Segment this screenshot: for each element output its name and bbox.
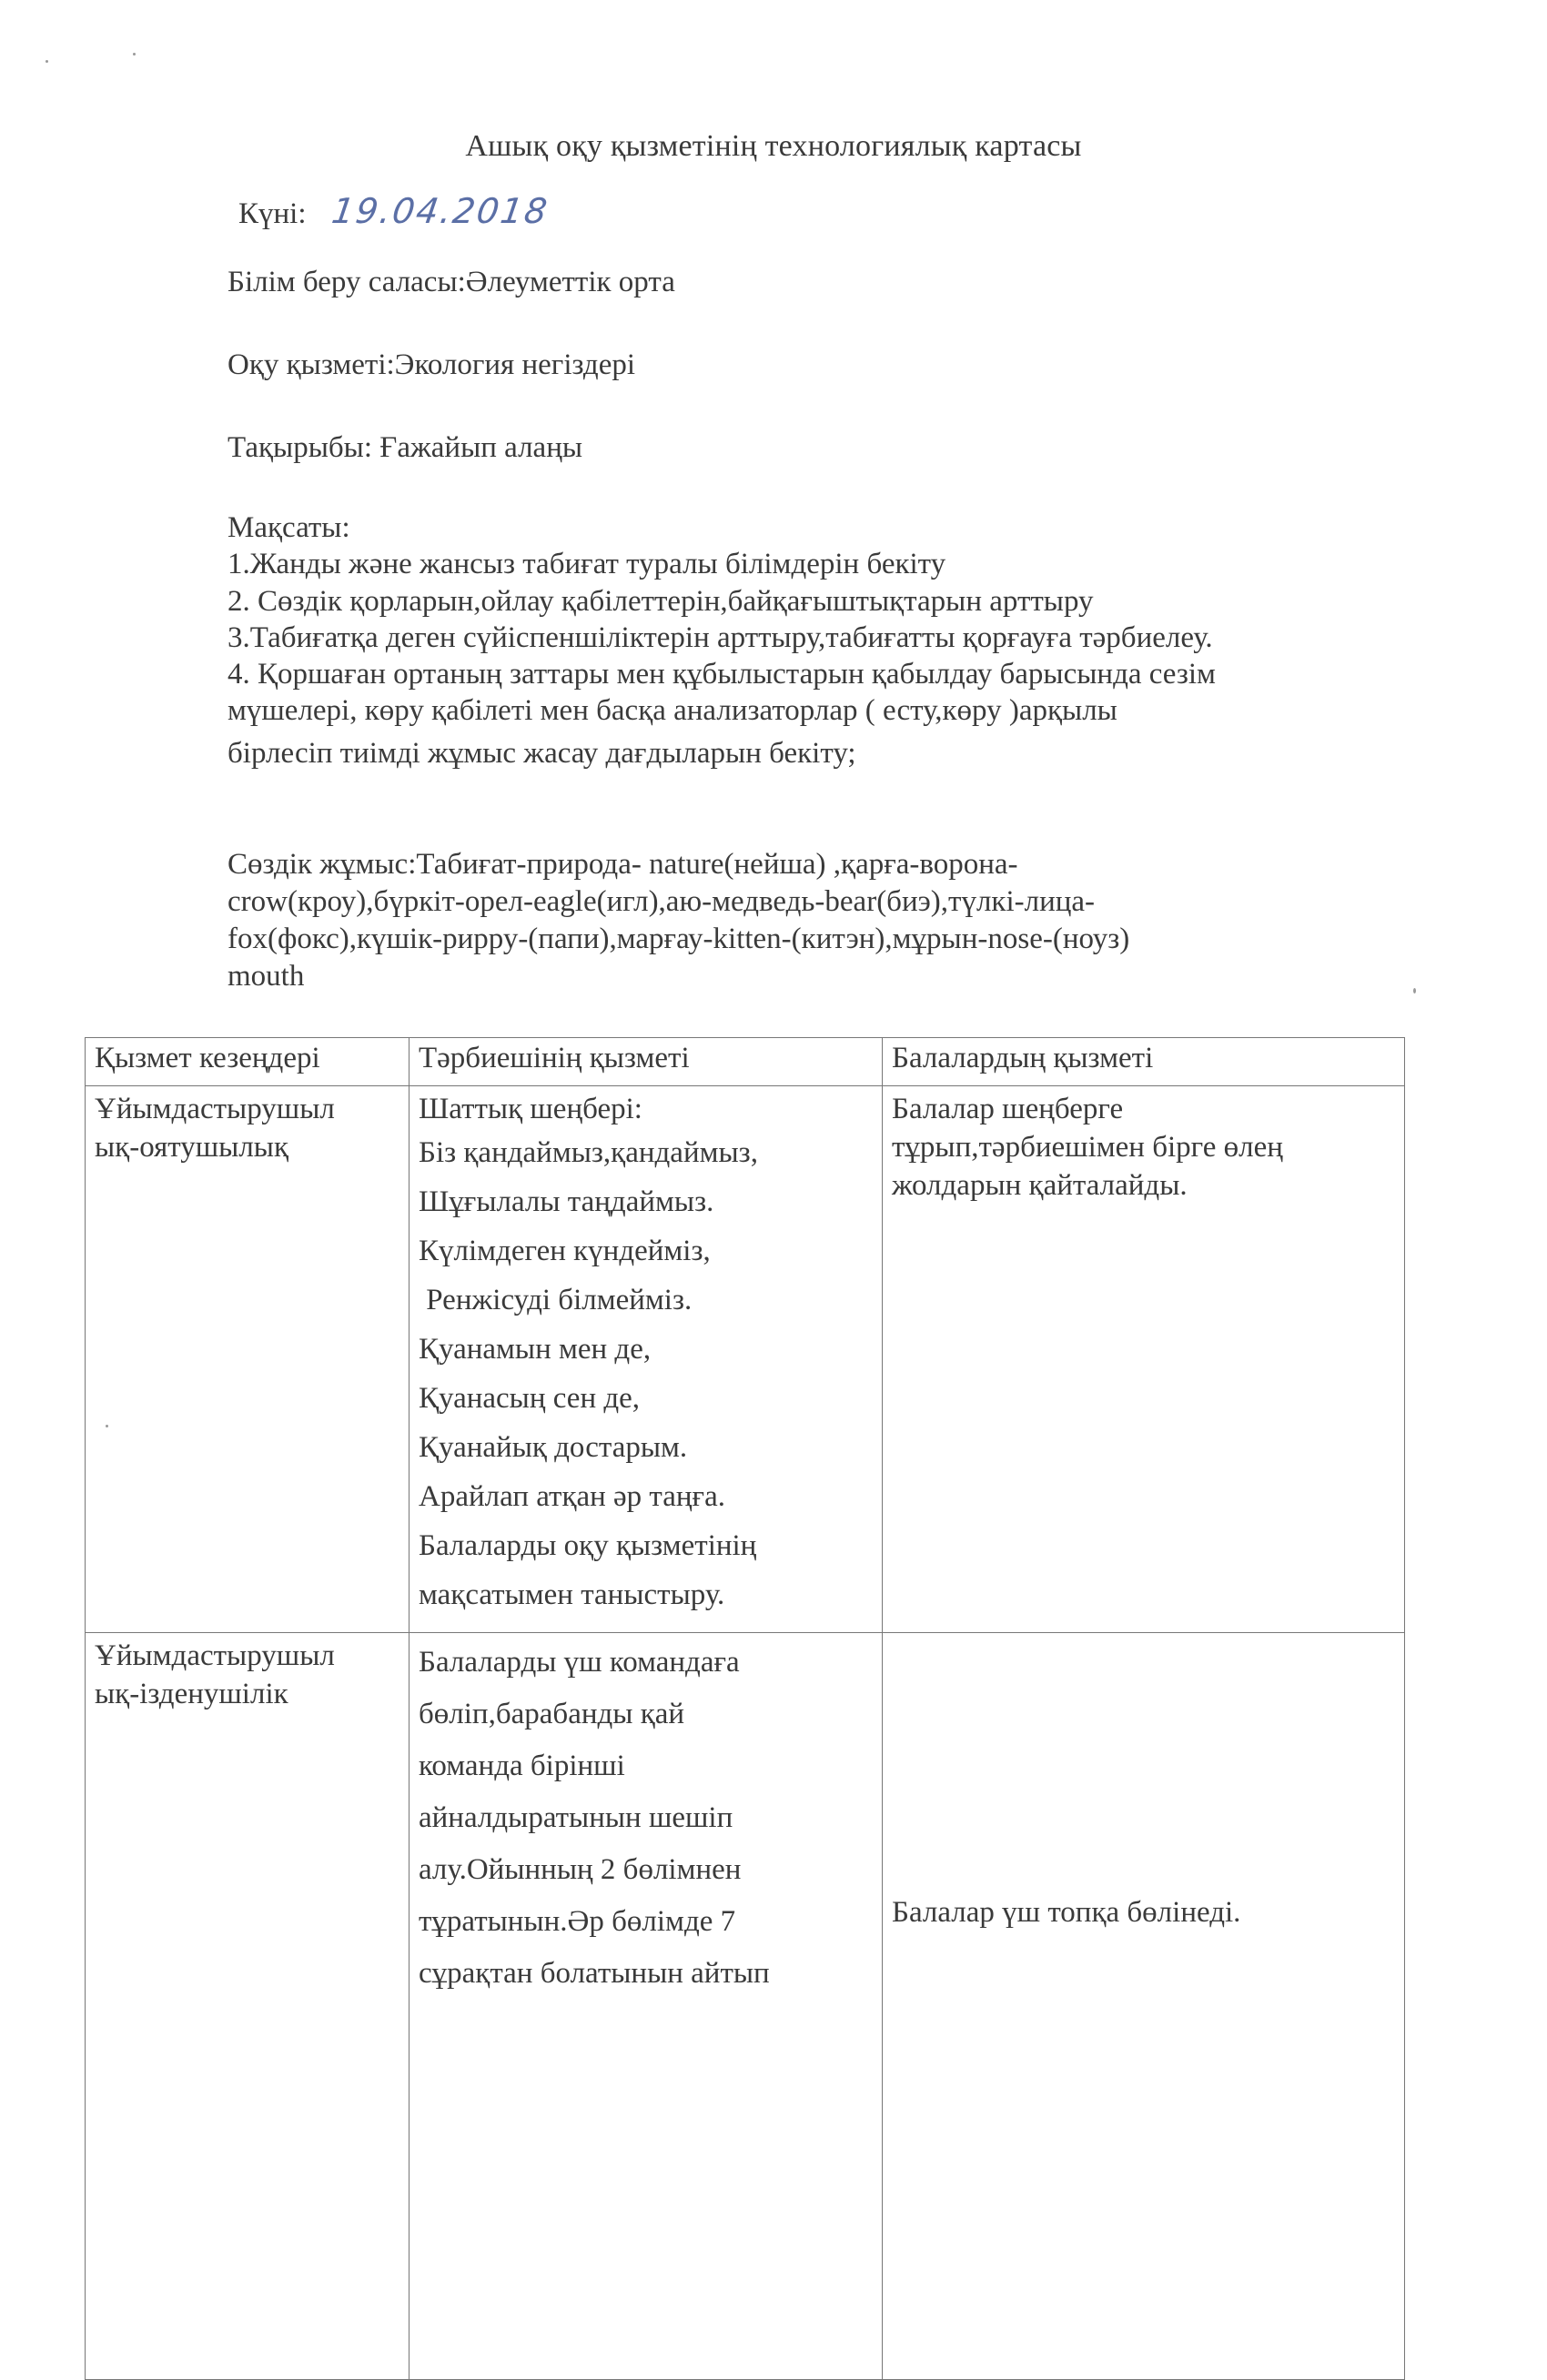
vocabulary-line: Сөздік жұмыс:Табиғат-природа- nature(нейша) ,қарға-ворона-: [228, 848, 1018, 881]
children-line: Балалар үш топқа бөлінеді.: [892, 1896, 1241, 1929]
goal-item-continued: бірлесіп тиімді жұмыс жасау дағдыларын бекіту;: [228, 737, 856, 771]
teacher-line: мақсатымен таныстыру.: [419, 1578, 725, 1611]
teacher-line: алу.Ойынның 2 бөлімнен: [419, 1853, 742, 1886]
stage-line: Ұйымдастырушыл: [95, 1639, 335, 1672]
stage-line: Ұйымдастырушыл: [95, 1093, 335, 1125]
teacher-line: Ренжісуді білмейміз.: [419, 1284, 693, 1316]
goals-label: Мақсаты:: [228, 511, 350, 544]
vocabulary-line: mouth: [228, 959, 305, 993]
scan-speck: [106, 1425, 108, 1427]
teacher-line: Біз қандаймыз,қандаймыз,: [419, 1136, 758, 1169]
children-activity-cell: [883, 1086, 1405, 1633]
stage-cell: [86, 1633, 410, 2380]
teacher-line: Балаларды оқу қызметінің: [419, 1529, 757, 1562]
document-title: Ашық оқу қызметінің технологиялық картасы: [465, 129, 1082, 163]
teacher-line: команда бірінші: [419, 1750, 625, 1782]
table-header-row: [86, 1038, 1405, 1086]
stage-cell: [86, 1086, 410, 1633]
children-line: тұрып,тәрбиешімен бірге өлең: [892, 1131, 1283, 1164]
teacher-line: Қуанасың сен де,: [419, 1382, 641, 1415]
date-label: Күні:: [238, 197, 307, 230]
stage-line: ық-оятушылық: [95, 1131, 288, 1164]
teacher-line: сұрақтан болатынын айтып: [419, 1957, 770, 1990]
goal-item: 4. Қоршаған ортаның заттары мен құбылыстарын қабылдау барысында сезім: [228, 658, 1216, 691]
goal-item: 2. Сөздік қорларын,ойлау қабілеттерін,байқағыштықтарын арттыру: [228, 584, 1094, 618]
table-row: [86, 1633, 1405, 2380]
teacher-line: Күлімдеген күндейміз,: [419, 1235, 711, 1267]
teacher-line: Қуанамын мен де,: [419, 1333, 652, 1366]
teacher-line: Шаттық шеңбері:: [419, 1093, 642, 1125]
children-line: Балалар шеңберге: [892, 1093, 1124, 1125]
teacher-line: Шұғылалы таңдаймыз.: [419, 1185, 714, 1218]
children-line: жолдарын қайталайды.: [892, 1169, 1188, 1202]
stage-line: ық-ізденушілік: [95, 1678, 288, 1710]
teacher-line: бөліп,барабанды қай: [419, 1698, 685, 1730]
teacher-line: тұратынын.Әр бөлімде 7: [419, 1905, 736, 1938]
scan-speck: [46, 60, 48, 63]
lesson-plan-table: [85, 1037, 1405, 2380]
education-area-field: Білім беру саласы:Әлеуметтік орта: [228, 266, 675, 298]
teacher-activity-cell: [410, 1633, 883, 2380]
goals-section: [228, 509, 1216, 778]
vocabulary-section: [228, 846, 1365, 995]
vocabulary-line: crow(кроу),бүркіт-орел-eagle(игл),аю-медведь-bear(биэ),түлкі-лица-: [228, 884, 1096, 918]
teacher-activity-cell: [410, 1086, 883, 1633]
header-children-activity: Балалардың қызметі: [883, 1038, 1405, 1086]
scan-speck: [133, 53, 136, 55]
goal-item: 1.Жанды және жансыз табиғат туралы білімдерін бекіту: [228, 548, 946, 581]
goal-item: 3.Табиғатқа деген сүйіспеншіліктерін арттыру,табиғатты қорғауға тәрбиелеу.: [228, 620, 1213, 654]
teacher-line: Балаларды үш командаға: [419, 1646, 740, 1679]
topic-field: Тақырыбы: Ғажайып алаңы: [228, 431, 583, 464]
children-activity-cell: [883, 1633, 1405, 2380]
teacher-line: Арайлап атқан әр таңға.: [419, 1480, 725, 1513]
handwritten-date: 19.04.2018: [329, 191, 551, 231]
header-teacher-activity: Тәрбиешінің қызметі: [410, 1038, 883, 1086]
date-row: [238, 191, 551, 231]
scan-speck: [1413, 988, 1416, 993]
goal-item-continued: мүшелері, көру қабілеті мен басқа анализаторлар ( есту,көру )арқылы: [228, 694, 1117, 728]
teacher-line: айналдыратынын шешіп: [419, 1801, 733, 1834]
header-stages: Қызмет кезеңдері: [86, 1038, 410, 1086]
table-row: [86, 1086, 1405, 1633]
teacher-line: Қуанайық достарым.: [419, 1431, 688, 1464]
vocabulary-line: fox(фокс),күшік-рирру-(папи),марғау-kitten-(китэн),мұрын-nose-(ноуз): [228, 922, 1130, 955]
activity-field: Оқу қызметі:Экология негіздері: [228, 348, 636, 381]
